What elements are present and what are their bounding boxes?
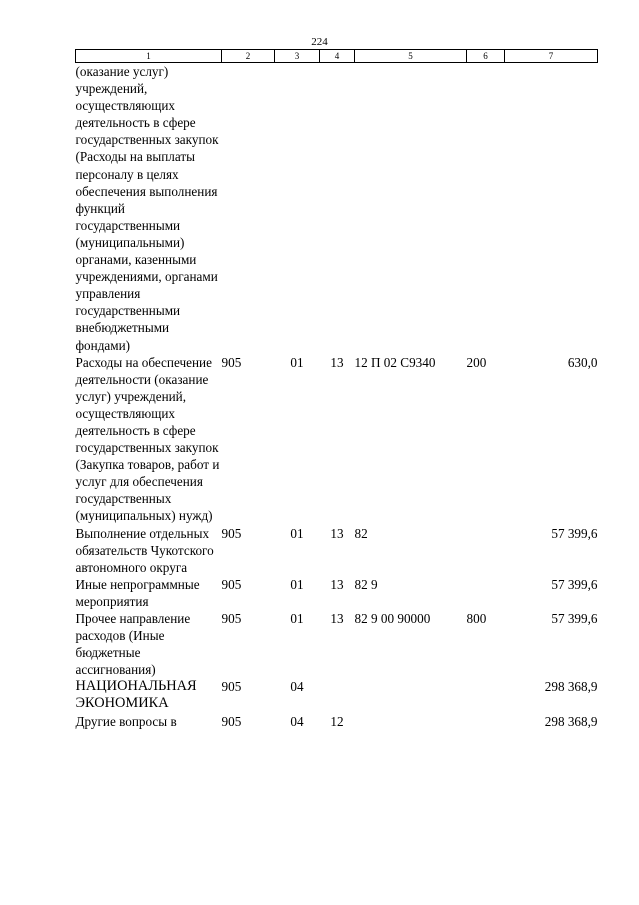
budget-table bbox=[75, 49, 598, 730]
cell-administrator-code bbox=[222, 63, 275, 354]
row-name: Выполнение отдельных обязательств Чукотского автономного округа bbox=[75, 525, 214, 575]
cell-administrator-code: 905 bbox=[221, 354, 242, 370]
cell-amount: 57 399,6 bbox=[551, 611, 598, 626]
cell-administrator-code: 905 bbox=[221, 679, 242, 695]
cell-target-article: 82 9 00 90000 bbox=[354, 611, 431, 626]
cell-section-code: 04 bbox=[290, 679, 304, 695]
cell-amount: 57 399,6 bbox=[551, 525, 598, 541]
cell-name bbox=[76, 678, 222, 712]
table-row bbox=[76, 713, 598, 730]
table-row bbox=[76, 63, 598, 354]
cell-expense-type bbox=[467, 525, 505, 576]
table-row bbox=[76, 576, 598, 610]
row-name: (оказание услуг) учреждений, осуществляющих деятельность в сфере государственных закупок (Расходы на выплаты персоналу в целях обеспечения выполнения функций государственными (муниципальными) органами, казенными учреждениями, органами управления государственными внебюджетными фондами) bbox=[75, 64, 219, 353]
cell-section-code: 01 bbox=[290, 611, 304, 626]
cell-amount: 630,0 bbox=[567, 354, 598, 370]
cell-expense-type bbox=[467, 713, 505, 730]
cell-expense-type: 800 bbox=[466, 611, 487, 626]
cell-name bbox=[76, 610, 222, 678]
column-header-5: 5 bbox=[355, 50, 467, 63]
column-header-4: 4 bbox=[320, 50, 355, 63]
row-name: Расходы на обеспечение деятельности (оказание услуг) учреждений, осуществляющих деятельность в сфере государственных закупок (Закупка товаров, работ и услуг для обеспечения государственных (муниципальных) нужд) bbox=[75, 354, 220, 524]
cell-expense-type: 200 bbox=[466, 354, 487, 370]
cell-administrator-code: 905 bbox=[221, 576, 242, 592]
table-row bbox=[76, 610, 598, 678]
cell-expense-type bbox=[467, 678, 505, 712]
cell-administrator-code: 905 bbox=[221, 525, 242, 541]
cell-subsection-code: 13 bbox=[330, 525, 344, 541]
cell-subsection-code: 12 bbox=[330, 713, 344, 729]
cell-amount: 298 368,9 bbox=[544, 713, 598, 729]
cell-expense-type bbox=[467, 63, 505, 354]
row-name: Другие вопросы в bbox=[75, 713, 177, 729]
column-header-1: 1 bbox=[76, 50, 222, 63]
table-header bbox=[76, 50, 598, 63]
cell-target-article: 82 bbox=[354, 525, 368, 541]
cell-amount: 57 399,6 bbox=[551, 576, 598, 592]
cell-subsection-code: 13 bbox=[330, 611, 344, 626]
cell-target-article bbox=[355, 678, 467, 712]
cell-section-code: 01 bbox=[290, 576, 304, 592]
row-name: НАЦИОНАЛЬНАЯ ЭКОНОМИКА bbox=[75, 678, 197, 712]
column-header-2: 2 bbox=[222, 50, 275, 63]
cell-subsection-code: 13 bbox=[330, 354, 344, 370]
cell-amount: 298 368,9 bbox=[544, 679, 598, 695]
row-name: Прочее направление расходов (Иные бюджетные ассигнования) bbox=[75, 611, 191, 678]
table-body bbox=[76, 63, 598, 730]
cell-target-article bbox=[355, 63, 467, 354]
cell-section-code bbox=[275, 63, 320, 354]
table-row bbox=[76, 354, 598, 525]
column-number-row bbox=[76, 50, 598, 63]
cell-name bbox=[76, 63, 222, 354]
page-number: 224 bbox=[311, 36, 328, 48]
cell-subsection-code: 13 bbox=[330, 576, 344, 592]
cell-name bbox=[76, 713, 222, 730]
cell-administrator-code: 905 bbox=[221, 611, 242, 626]
cell-target-article bbox=[355, 713, 467, 730]
cell-administrator-code: 905 bbox=[221, 713, 242, 729]
cell-target-article: 82 9 bbox=[354, 576, 378, 592]
cell-target-article: 12 П 02 С9340 bbox=[354, 354, 436, 370]
cell-section-code: 04 bbox=[290, 713, 304, 729]
table-row bbox=[76, 678, 598, 712]
table-row bbox=[76, 525, 598, 576]
cell-expense-type bbox=[467, 576, 505, 610]
cell-section-code: 01 bbox=[290, 525, 304, 541]
column-header-6: 6 bbox=[467, 50, 505, 63]
cell-amount bbox=[505, 63, 598, 354]
column-header-7: 7 bbox=[505, 50, 598, 63]
cell-name bbox=[76, 576, 222, 610]
cell-name bbox=[76, 354, 222, 525]
cell-section-code: 01 bbox=[290, 354, 304, 370]
cell-subsection-code bbox=[320, 63, 355, 354]
row-name: Иные непрограммные мероприятия bbox=[75, 576, 200, 609]
column-header-3: 3 bbox=[275, 50, 320, 63]
cell-name bbox=[76, 525, 222, 576]
cell-subsection-code bbox=[320, 678, 355, 712]
